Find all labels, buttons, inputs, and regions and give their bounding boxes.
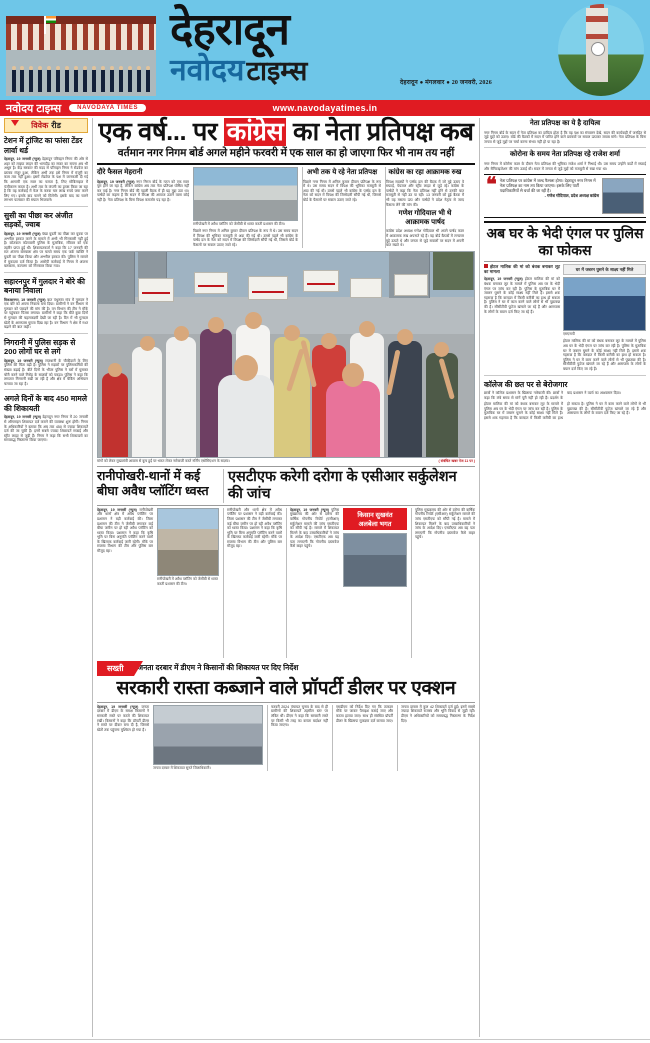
brand-strip: [0, 100, 650, 116]
banner-body: एसडीएम को निर्देश दिए गए कि तत्काल मौके पर जाकर पैमाइश कराई जाए और कब्जा हटाया जाए। साथ ही संबंधित प्रॉपर्टी डीलर के खिलाफ मुकदमा दर्ज कराया जाए।: [336, 704, 393, 723]
banner-body: देहरादून, 19 जनवरी (न्यूज) जनता दरबार में डीएम के समक्ष किसानों ने सरकारी रास्ते पर कब्जे की शिकायत रखी। किसानों ने कहा कि प्रॉपर्टी डीलर ने रास्ते पर दीवार बना दी है, जिससे खेतों तक पहुंचना मुश्किल हो गया है।: [97, 704, 149, 732]
plotting-photo-col: [157, 508, 219, 658]
mid-story-stf[interactable]: [223, 469, 475, 503]
masthead-brand-hindi: नवोदय: [170, 54, 245, 87]
quote-author: - गणेश गोदियाल, प्रदेश अध्यक्ष कांग्रेस: [544, 193, 599, 199]
right-box-body: नगर निगम में कोरोना काल के दौरान नेता प्रतिपक्ष की भूमिका राजेश शर्मा ने निभाई थी। उस समय उन्होंने वार्डों में सफाई और सैनिटाइजेशन की मांग उठाई थी। सदन में जनता से जुड़े मुद्दों को मजबूती से रखा गया था।: [484, 161, 646, 171]
quote-icon: ❝: [486, 174, 497, 197]
divider: [97, 505, 475, 506]
right-sub-headline[interactable]: कॉलेज की छत पर से बेरोजगार: [484, 379, 568, 389]
photo-caption: रानीपोखरी में अवैध प्लॉटिंग को जेसीबी से ध्वस्त करती प्रशासन की टीम।: [157, 576, 218, 586]
quote-portrait-photo: [602, 178, 644, 214]
photo-caption: रानीपोखरी में अवैध प्लॉटिंग को जेसीबी से ध्वस्त करती प्रशासन की टीम।: [193, 222, 285, 226]
right-headline[interactable]: अब घर के भेदी एंगल पर पुलिस का फोकस: [486, 225, 644, 259]
lead-box-title: दौरे फैसल मेहरानी: [97, 169, 143, 176]
mid-body: रानीपोखरी और थानों क्षेत्र में अवैध प्लॉटिंग पर प्रशासन ने बड़ी कार्रवाई की। जिला प्रशासन की टीम ने जेसीबी लगाकर कई बीघा जमीन पर हो रही अवैध प्लॉटिंग को ध्वस्त किया। प्रशासन ने कहा कि कृषि भूमि पर बिना अनुमति प्लॉटिंग करने वालों के खिलाफ कार्रवाई जारी रहेगी। मौके पर राजस्व विभाग की टीम और पुलिस बल मौजूद रहा।: [227, 507, 282, 549]
right-bullet: होटल मालिक की मां को बंधक बनाकर लूट का मामला: [484, 264, 560, 275]
divider: [4, 272, 88, 273]
street-photo: [193, 167, 298, 221]
quote-text: नेता प्रतिपक्ष पर कांग्रेस में जल्द फैसला होगा। देहरादून नगर निगम में नेता प्रतिपक्ष का नाम तय किया जाएगा। इसके लिए पार्टी पदाधिकारियों से चर्चा की जा रही है।: [499, 178, 596, 194]
lead-box-title: कांग्रेस का रहा आक्रामक रुख: [388, 169, 462, 176]
lead-extra-body: पिछले नगर निगम में अनिल कुमार दीवान प्रतिपक्ष के रूप में थे। उस समय सदन में विपक्ष की भूमिका मजबूती से अदा की गई थी। उससे पहले भी कांग्रेस के पार्षद दल के नेता को सदन में विपक्ष की जिम्मेदारी सौंपी गई थी, जिससे बोर्ड के फैसलों पर सवाल उठाए जाते रहे।: [193, 229, 298, 247]
banner-headline: सरकारी रास्ता कब्जाने वाले प्रॉपर्टी डीलर पर एक्शन: [116, 677, 456, 699]
building-roof: [6, 16, 156, 24]
vivek-read-tag: [4, 118, 88, 133]
masthead: [0, 0, 650, 100]
page-footer-rule: [0, 1039, 650, 1040]
lead-box-body: विपक्ष सदस्यों ने पार्षद दल की बैठक में जो मुद्दे उठाए वे सफाई, पेयजल और स्ट्रीट लाइट से जुड़े रहे। कांग्रेस के पार्षदों ने कहा कि नेता प्रतिपक्ष नहीं होने से उनकी बात मजबूती से नहीं उठ पा रही। 13 जनवरी को हुई बैठक में भी यह मसला उठा और पार्षदों ने प्रदेश नेतृत्व से जल्द फैसला लेने की मांग की।: [386, 179, 464, 207]
vivek-tag-part2: रीड: [51, 121, 61, 130]
accused-photo: [343, 533, 407, 587]
divider: [484, 147, 646, 148]
main-content: [92, 118, 475, 1037]
right-box-title: कोरोना के समय नेता प्रतिपक्ष रहे राजेश शर्मा: [510, 151, 620, 159]
sidebar-body: देहरादून, 19 जनवरी (न्यूज) देहरादून परिवहन निगम की ओर से शहर को लाइफ लाइन की भागदौड़ का सफर का सपना अब भी अधूरा है। केंद्र सरकार की मदद से परिवहन निगम ने रोडवेज का प्रस्ताव मंजूर हुआ, लेकिन अभी तक इसे निगम में मंजूरी का काम तक नहीं हुआ। इसमें रोडवेज के पक्ष में जानकारी दी गई कि आगामी एक साल का चलता है, लिए मोबिलाइज में पंजीकरण करता है। अभी तक के कंपनी का ड्राफ्ट किया जा रहा है कि वह कार्रवाई में फेल के करवा चार लाख रुपये जमा करने लिए गए। इसके बाद चलने को मिलेगी। इसके बाद का चलने लगभग फलकार की सफल भिजवाने।: [4, 157, 88, 203]
plotting-body-col: [97, 508, 153, 658]
list-item[interactable]: [4, 394, 88, 443]
masthead-title: [170, 6, 520, 89]
divider: [4, 333, 88, 334]
right-box-body: नगर निगम बोर्ड के सदन में नेता प्रतिपक्ष का दायित्व होता है कि वह पक्ष का संचालन देखे, सदन की कार्यवाही में जनहित से जुड़े मुद्दों को उठाए। बोर्ड की बैठकों में सदन में पारित होने वाले प्रस्तावों पर सवाल उठाकर जवाब मांगे। नेता प्रतिपक्ष के बिना जनता से जुड़े मुद्दों पर चर्चा करना संभव नहीं हो पा रहा है।: [484, 130, 646, 144]
stf-photo-col: [343, 508, 407, 658]
divider: [97, 163, 475, 165]
divider: [97, 466, 475, 467]
mid-story-plotting[interactable]: [97, 469, 217, 503]
lead-box-title: गणेश गोदियाल भी थे आक्रामक पार्षद: [398, 210, 452, 226]
stf-body-col-2: [411, 508, 475, 658]
mid-body: देहरादून, 19 जनवरी (न्यूज) रानीपोखरी और थानों क्षेत्र में अवैध प्लॉटिंग पर प्रशासन ने बड़ी कार्रवाई की। जिला प्रशासन की टीम ने जेसीबी लगाकर कई बीघा जमीन पर हो रही अवैध प्लॉटिंग को ध्वस्त किया। प्रशासन ने कहा कि कृषि भूमि पर बिना अनुमति प्लॉटिंग करने वालों के खिलाफ कार्रवाई जारी रहेगी। मौके पर राजस्व विभाग की टीम और पुलिस बल मौजूद रहा।: [97, 507, 153, 554]
website-url[interactable]: www.navodayatimes.in: [272, 103, 378, 113]
parade-photo: [6, 16, 156, 96]
divider: [484, 375, 646, 376]
clock-tower: [586, 8, 608, 82]
right-body: देहरादून, 19 जनवरी (न्यूज) होटल मालिक की मां को बंधक बनाकर लूट के मामले में पुलिस अब घर के भेदी एंगल पर जांच कर रही है। पुलिस के मुताबिक घर में जबरन घुसने के कोई साक्ष्य नहीं मिले हैं। इससे शक गहराया है कि वारदात में किसी करीबी का हाथ हो सकता है। पुलिस ने घर में काम करने वाले लोगों से भी पूछताछ की है। सीसीटीवी फुटेज खंगाले जा रहे हैं और आसपास के लोगों के बयान दर्ज किए जा रहे हैं।: [484, 277, 560, 314]
lead-headline: एक वर्ष... पर कांग्रेस का नेता प्रतिपक्ष कब: [98, 118, 474, 146]
stf-body-col: [286, 508, 339, 658]
list-item[interactable]: [4, 211, 88, 269]
right-sub-body: छात्रों ने कॉलेज प्रशासन के खिलाफ नारेबाजी की। छात्रों ने कहा कि लंबे समय से मांगें पूरी नहीं हो रही हैं। प्रदर्शन के बाद प्रशासन ने वार्ता का आश्वासन दिया।: [484, 391, 621, 400]
list-item[interactable]: [4, 277, 88, 330]
demolition-photo: [157, 508, 219, 576]
sidebar-body: देहरादून, 19 जनवरी (न्यूज) पंखा युवती का पीछा कर युवक पर अश्लील हरकत करने के मामले में अभी भी गिरफ्तारी नहीं हुई है। कोतवाल कोतवाली पुलिस के मुताबिक, रविवार को एक तहरीर प्राप्त हुई थी। शिकायतकर्ता ने कहा कि 17 जनवरी की रात अंजना बलबाला क्षेत्र पर चलते समय एक फर्क व्यक्ति ने युवती का पीछा किया और अश्लील हरकत की। पुलिस ने मामले में मुकदमा दर्ज किया है। आरोपी कार्रवाई में निगम में अंजना बलबाला, कल्याण को गिरफ्तार किया गया।: [4, 231, 88, 269]
sidebar-body: विकासनगर, 19 जनवरी (न्यूज) बात पंथुरुस्त गांव में गुलदार ने एक बोरे को अपना निवाला बना दिया। ग्रामीणों ने वन विभाग से गुलदार को पकड़ने की मांग की है। वन विभाग की टीम ने मौके पर पहुंचकर पिंजरा लगाया। ग्रामीणों ने कहा कि बीते कुछ दिनों से गुलदार की चहलकदमी देखी जा रही है। दिन में भी गुलदार खेतों के आसपास घूमता दिख रहा है। वन विभाग ने क्षेत्र में गश्त बढ़ाने की बात कही।: [4, 297, 88, 330]
mid-headline: एसटीएफ करेगी दरोगा के एसीआर सर्कुलेशन की जांच: [228, 468, 457, 502]
right-sub-box-text: घर में जबरन घुसने के साक्ष्य नहीं मिले: [575, 267, 634, 273]
left-sidebar: [4, 118, 88, 1037]
police-officer-photo: [563, 277, 646, 331]
banner-kicker-row: [97, 661, 475, 676]
photo-caption: जनता दरबार में शिकायत सुनते जिलाधिकारी।: [153, 765, 211, 770]
janta-darbar-photo: [153, 705, 263, 765]
sidebar-headline: अगले दिनों के बाद 450 मामले की शिकायती: [4, 394, 87, 413]
clock-tower-photo: [558, 4, 644, 96]
quote-box: [484, 174, 646, 218]
mid-headline: रानीपोखरी-थानों में कई बीघा अवैध प्लॉटिंग ध्वस्त: [97, 468, 209, 498]
lead-box-title: अभी तक ये रहे नेता प्रतिपक्ष: [306, 169, 378, 176]
right-sidebar: [479, 118, 646, 1037]
lead-col-photo: [193, 167, 298, 248]
strip-brand-badge: NAVODAYA TIMES: [69, 104, 146, 112]
divider: [97, 702, 475, 703]
protest-photo: [97, 251, 475, 458]
lead-headline-highlight: कांग्रेस: [224, 118, 287, 146]
lead-box-body: कांग्रेस प्रदेश अध्यक्ष गणेश गोदियाल भी अपने पार्षद काल में आक्रामक रुख अपनाते रहे हैं। वह बोर्ड बैठकों में लगातार मुद्दे उठाते थे और जनता से जुड़े सवालों पर सदन में अपनी बात रखते थे।: [386, 229, 464, 248]
sidebar-headline: निगरानी में पुलिस सड़क से 200 लोगों घर से लगे: [4, 337, 76, 357]
stf-tag: किसान सुखवंत अलबेला भगत: [343, 508, 407, 530]
right-body-2: होटल मालिक की मां को बंधक बनाकर लूट के मामले में पुलिस अब घर के भेदी एंगल पर जांच कर रही है। पुलिस के मुताबिक घर में जबरन घुसने के कोई साक्ष्य नहीं मिले हैं। इससे शक गहराया है कि वारदात में किसी करीबी का हाथ हो सकता है। पुलिस ने घर में काम करने वाले लोगों से भी पूछताछ की है। सीसीटीवी फुटेज खंगाले जा रहे हैं और आसपास के लोगों के बयान दर्ज किए जा रहे हैं।: [563, 339, 646, 372]
banner-tag: सख्ती: [97, 661, 134, 676]
strip-brand-hindi: नवोदय टाइम्स: [6, 102, 62, 115]
lead-box-body: देहरादून, 19 जनवरी (न्यूज) नगर निगम बोर्ड के गठन को एक साल पूरा होने जा रहा है, लेकिन कांग्रेस अब तक नेता प्रतिपक्ष घोषित नहीं कर पाई है। नगर निगम बोर्ड की पहली बैठक में ही यह मुद्दा उठा था। पार्षदों का कहना है कि सदन में विपक्ष की आवाज उठाने वाला कोई नहीं है। नेता प्रतिपक्ष के बिना विपक्ष कमजोर पड़ रहा है।: [97, 179, 189, 202]
right-sub-body-2: होटल मालिक की मां को बंधक बनाकर लूट के मामले में पुलिस अब घर के भेदी एंगल पर जांच कर रही है। पुलिस के मुताबिक घर में जबरन घुसने के कोई साक्ष्य नहीं मिले हैं। इससे शक गहराया है कि वारदात में किसी करीबी का हाथ हो सकता है। पुलिस ने घर में काम करने वाले लोगों से भी पूछताछ की है। सीसीटीवी फुटेज खंगाले जा रहे हैं और आसपास के लोगों के बयान दर्ज किए जा रहे हैं।: [484, 402, 646, 421]
sidebar-headline: सहारनपुर में गुलदार ने बोरे की बनाया निवाला: [4, 276, 85, 296]
photo-caption: एसएसपी: [563, 332, 575, 337]
lead-box-body: पिछले नगर निगम में अनिल कुमार दीवान प्रतिपक्ष के रूप में थे। उस समय सदन में विपक्ष की भूमिका मजबूती से अदा की गई थी। उससे पहले भी कांग्रेस के पार्षद दल के नेता को सदन में विपक्ष की जिम्मेदारी सौंपी गई थी, जिससे बोर्ड के फैसलों पर सवाल उठाए जाते रहे।: [303, 179, 381, 202]
bullet-icon: [484, 264, 488, 268]
sidebar-body: देहरादून, 19 जनवरी (न्यूज) देहरादून नगर निगम में 20 जनवरी से ऑनलाइन शिकायत दर्ज कराने की व्यवस्था शुरू होगी। निगम के अधिकारियों ने बताया कि अब तक 450 से ज्यादा शिकायतें दर्ज की जा चुकी हैं। इनमें सबसे ज्यादा शिकायतें सफाई और स्ट्रीट लाइट से जुड़ी हैं। निगम ने कहा कि सभी शिकायतों का समयबद्ध निस्तारण किया जाएगा।: [4, 415, 88, 443]
protest-photo-caption: मांगों को लेकर मुख्यमंत्री आवास से कूच हुईं पर भारत लेकर नारेबाजी करते नर्सिंग एसोसिएशन के सदस्य।: [97, 458, 230, 463]
banner-body: जनता दरबार में कुल 42 शिकायतें दर्ज हुईं। इनमें सबसे ज्यादा शिकायतें राजस्व और भूमि विवाद से जुड़ी रहीं। डीएम ने अधिकारियों को समयबद्ध निस्तारण के निर्देश दिए।: [401, 704, 475, 723]
divider: [484, 221, 646, 223]
right-sub-box: [563, 264, 646, 275]
plotting-body-col-2: [223, 508, 282, 658]
divider: [4, 389, 88, 390]
list-item[interactable]: [4, 338, 88, 387]
masthead-city-name: देहरादून: [170, 5, 289, 54]
lead-col-a: [97, 167, 189, 248]
mid-body: देहरादून, 19 जनवरी (न्यूज) पुलिस मुख्यालय की ओर से दरोगा की वार्षिक गोपनीय रिपोर्ट (एसीआर) सर्कुलेशन मामले की जांच एसटीएफ को सौंपी गई है। मामले में शिकायत मिलने के बाद उच्चाधिकारियों ने जांच के आदेश दिए। एसटीएफ अब यह पता लगाएगी कि गोपनीय दस्तावेज कैसे बाहर पहुंचे।: [290, 507, 339, 549]
lead-col-c: [385, 167, 464, 248]
triangle-icon: [11, 120, 19, 126]
india-flag-icon: [46, 16, 56, 23]
masthead-dateline: देहरादून ● मंगलवार ● 20 जनवरी, 2026: [400, 80, 492, 86]
bottom-banner: [97, 661, 475, 771]
sidebar-headline: सुसी का पीछा कर अंजीत सड़कों, ज्वाब: [4, 210, 73, 230]
divider: [484, 261, 646, 262]
banner-body: फरवरी 2024 पंचायत चुनाव के बाद से ही ग्रामीणों की शिकायतें तहसील स्तर पर लंबित थीं। डीएम ने कहा कि सरकारी रास्ते पर किसी भी तरह का कब्जा बर्दाश्त नहीं किया जाएगा।: [271, 704, 328, 728]
right-box-title: नेता प्रतिपक्ष का ये है दायित्व: [529, 120, 601, 127]
divider: [4, 206, 88, 207]
masthead-brand-times: टाइम्स: [246, 56, 308, 86]
banner-kicker-text: जनता दरबार में डीएम ने किसानों की शिकायत पर दिए निर्देश: [137, 663, 299, 673]
list-item[interactable]: [4, 136, 88, 203]
vivek-tag-part1: विवेक: [31, 121, 49, 130]
mid-body: पुलिस मुख्यालय की ओर से दरोगा की वार्षिक गोपनीय रिपोर्ट (एसीआर) सर्कुलेशन मामले की जांच एसटीएफ को सौंपी गई है। मामले में शिकायत मिलने के बाद उच्चाधिकारियों ने जांच के आदेश दिए। एसटीएफ अब यह पता लगाएगी कि गोपनीय दस्तावेज कैसे बाहर पहुंचे।: [415, 507, 475, 540]
photo-credit: ( संबंधित खबर पेज 11 पर ): [438, 458, 475, 463]
sidebar-body: देहरादून, 19 जनवरी (न्यूज) राजधानी के चौकीदारों के लिए पुलिस की चिंता बढ़ी है। पुलिस ने सड़कों पर पुलिसकर्मियों की संख्या बढ़ाई है। बीते दिनों के भीतर पुलिस ने घरों में घुसकर चोरी करने वाले गिरोह के सदस्यों को पकड़ा। पुलिस ने कहा कि लगातार निगरानी रखी जा रही है और क्षेत्र में चेकिंग अभियान चलाया जा रहा है।: [4, 358, 88, 386]
lead-col-b: [302, 167, 381, 248]
lead-subhead: वर्तमान नगर निगम बोर्ड अगले महीने फरवरी में एक साल का हो जाएगा फिर भी नाम तय नहीं: [117, 148, 455, 159]
sidebar-headline: टेशन में ट्रांजिट का फांसा टेंडर लार्वा थर्ड: [4, 136, 83, 155]
